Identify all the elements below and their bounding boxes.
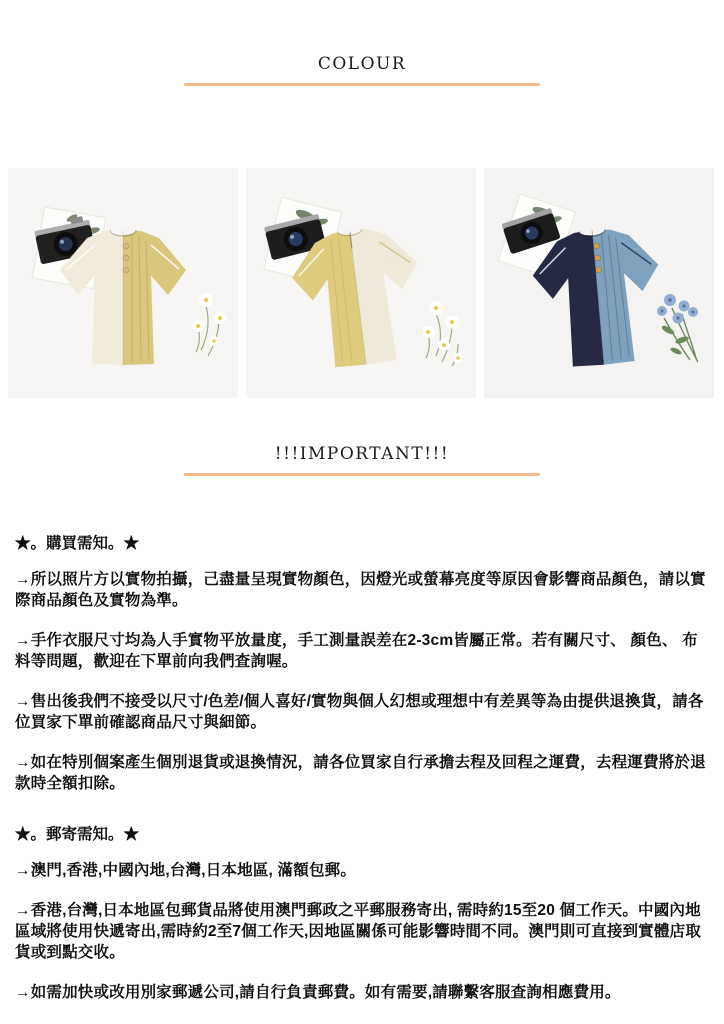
product-photo-back-yellow-graphic bbox=[246, 168, 476, 398]
notices-section bbox=[0, 533, 724, 1003]
product-photo-back-yellow[interactable] bbox=[246, 168, 476, 398]
colour-title: COLOUR bbox=[317, 54, 407, 74]
purchase-notice-heading: ★。購買需知。★ bbox=[15, 535, 140, 552]
product-photo-front-yellow[interactable] bbox=[8, 168, 238, 398]
purchase-notice-paragraph: →售出後我們不接受以尺寸/色差/個人喜好/實物與個人幻想或理想中有差異等為由提供退換貨，請各位買家下單前確認商品尺寸與細節。 bbox=[15, 693, 704, 731]
purchase-notice-paragraph: →如在特別個案產生個別退貨或退換情況，請各位買家自行承擔去程及回程之運費，去程運費將於退款時全額扣除。 bbox=[15, 754, 706, 792]
important-title: !!!IMPORTANT!!! bbox=[274, 444, 450, 464]
shipping-notice-heading: ★。郵寄需知。★ bbox=[15, 826, 140, 843]
purchase-notice-paragraph: →手作衣服尺寸均為人手實物平放量度，手工測量誤差在2-3cm皆屬正常。若有關尺寸、 顏色、 布料等問題，歡迎在下單前向我們查詢喔。 bbox=[15, 632, 698, 670]
colour-section-header bbox=[0, 0, 724, 86]
shipping-notice-paragraph: →澳門,香港,中國內地,台灣,日本地區, 滿額包郵。 bbox=[15, 862, 357, 879]
shipping-notice-paragraph: →如需加快或改用別家郵遞公司,請自行負責郵費。如有需要,請聯繫客服查詢相應費用。 bbox=[15, 984, 621, 1001]
important-section-header bbox=[0, 444, 724, 476]
colour-underline bbox=[184, 83, 540, 86]
product-photo-front-navy-graphic bbox=[484, 168, 714, 398]
product-photo-front-yellow-graphic bbox=[8, 168, 238, 398]
important-underline bbox=[184, 473, 540, 476]
purchase-notice-paragraph: →所以照片方以實物拍攝，己盡量呈現實物顏色，因燈光或螢幕亮度等原因會影響商品顏色，請以實際商品顏色及實物為準。 bbox=[15, 571, 706, 609]
product-photo-row bbox=[0, 168, 724, 398]
shipping-notice-paragraph: →香港,台灣,日本地區包郵貨品將使用澳門郵政之平郵服務寄出, 需時約15至20 個工作天。中國內地區域將使用快遞寄出,需時約2至7個工作天,因地區關係可能影響時間不同。澳門則可直接到實體店取貨或到點交收。 bbox=[15, 902, 702, 961]
shirt-buttons bbox=[123, 243, 129, 273]
product-photo-front-navy[interactable] bbox=[484, 168, 714, 398]
